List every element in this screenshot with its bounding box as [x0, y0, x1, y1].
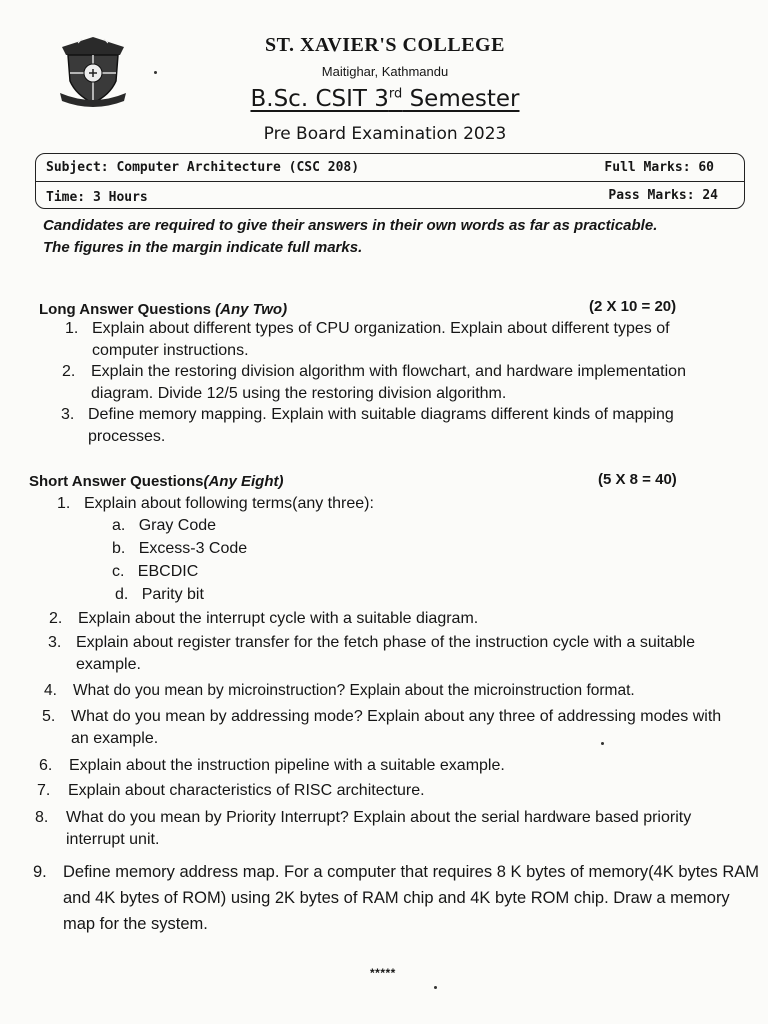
college-crest-logo — [58, 33, 128, 107]
short-section-marks: (5 X 8 = 40) — [598, 471, 677, 488]
pass-marks-label: Pass Marks: 24 — [608, 188, 718, 203]
exam-info-box — [35, 153, 745, 209]
long-question-1: 1. Explain about different types of CPU organization. Explain about different types of computer instructions. — [65, 320, 670, 359]
course-title: B.Sc. CSIT 3rd Semester — [250, 86, 520, 112]
short-question-9: 9. Define memory address map. For a computer that requires 8 K bytes of memory(4K bytes RAM and 4K bytes of ROM) using 2K bytes of RAM chip and 4K byte ROM chip. Draw a memory map for the system. — [33, 863, 760, 933]
long-question-2: 2. Explain the restoring division algorithm with flowchart, and hardware implementation diagram. Divide 12/5 using the restoring division algorithm. — [62, 363, 686, 402]
instruction-line: The figures in the margin indicate full marks. — [43, 239, 363, 256]
sub-item-c: c. EBCDIC — [112, 563, 199, 580]
instruction-line: Candidates are required to give their answers in their own words as far as practicable. — [43, 217, 658, 234]
short-question-1: 1. Explain about following terms(any three): — [57, 495, 374, 512]
short-question-2: 2. Explain about the interrupt cycle with a suitable diagram. — [49, 610, 479, 627]
college-address: Maitighar, Kathmandu — [321, 64, 449, 79]
sub-item-b: b. Excess-3 Code — [112, 540, 248, 557]
short-question-8: 8. What do you mean by Priority Interrupt? Explain about the serial hardware based priority interrupt unit. — [35, 809, 692, 848]
long-section-title: Long Answer Questions (Any Two) — [39, 301, 288, 318]
full-marks-label: Full Marks: 60 — [604, 160, 714, 175]
exam-title: Pre Board Examination 2023 — [263, 124, 507, 144]
short-question-4: 4. What do you mean by microinstruction? Explain about the microinstruction format. — [44, 682, 635, 699]
short-section-title: Short Answer Questions(Any Eight) — [29, 473, 284, 490]
end-of-paper-mark: ***** — [370, 966, 396, 980]
sub-item-a: a. Gray Code — [112, 517, 217, 534]
subject-label: Subject: Computer Architecture (CSC 208) — [46, 160, 360, 175]
short-question-5: 5. What do you mean by addressing mode? Explain about any three of addressing modes with an example. — [42, 708, 722, 747]
stray-dot — [154, 71, 157, 74]
short-question-3: 3. Explain about register transfer for the fetch phase of the instruction cycle with a suitable example. — [48, 634, 695, 673]
instructions — [43, 215, 743, 259]
info-divider — [36, 181, 744, 182]
stray-dot — [601, 742, 604, 745]
long-question-3: 3. Define memory mapping. Explain with suitable diagrams different kinds of mapping processes. — [61, 406, 674, 445]
short-question-7: 7. Explain about characteristics of RISC architecture. — [37, 782, 425, 799]
time-label: Time: 3 Hours — [46, 190, 148, 205]
sub-item-d: d. Parity bit — [115, 586, 204, 603]
short-question-6: 6. Explain about the instruction pipeline with a suitable example. — [39, 757, 505, 774]
stray-dot — [434, 986, 437, 989]
long-section-marks: (2 X 10 = 20) — [589, 298, 677, 315]
college-name: ST. XAVIER'S COLLEGE — [265, 34, 505, 56]
